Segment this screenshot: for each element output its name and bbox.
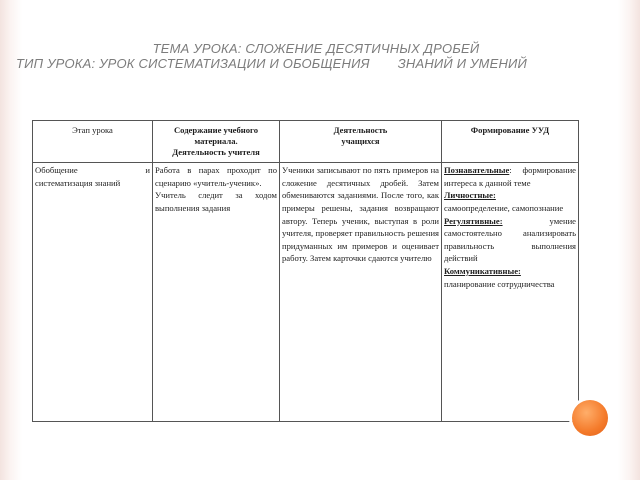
lesson-topic-title: ТЕМА УРОКА: СЛОЖЕНИЕ ДЕСЯТИЧНЫХ ДРОБЕЙ: [152, 41, 480, 56]
header-content: [153, 121, 280, 163]
header-content-line1: Содержание учебного: [173, 125, 259, 135]
stage-word1: Обобщение: [35, 165, 78, 176]
cell-uud: [442, 163, 579, 422]
students-activity-text: Ученики записывают по пять примеров на сложение десятичных дробей. Затем обмениваются заданиями. После того, как примеры решены, задания возвращают автору. Теперь ученик, выступая в роли учителя, проверяет правильность решения придуманных им примеров и оценивает работу. Затем карточки сдаются учителю: [282, 165, 439, 264]
orange-circle-decoration: [572, 400, 608, 436]
header-students: [280, 121, 442, 163]
stage-word3: систематизация знаний: [35, 177, 121, 188]
header-students-line1: Деятельность: [333, 125, 388, 135]
cell-stage: [33, 163, 153, 422]
lesson-table: [32, 120, 579, 422]
header-content-line2: материала.: [194, 136, 238, 146]
stage-line1: [35, 164, 150, 177]
uud-communicative-label: Коммуникативные:: [444, 266, 521, 277]
teacher-paragraph1: Работа в парах проходит по сценарию «учитель-ученик».: [155, 165, 277, 188]
header-uud: [442, 121, 579, 163]
table-header-row: [33, 121, 579, 163]
uud-personal-label: Личностные:: [444, 190, 496, 201]
uud-cognitive-label: Познавательные: [444, 165, 510, 176]
lesson-type-title: [16, 56, 640, 71]
uud-regulatory-text: умение самостоятельно анализировать правильность выполнения действий: [444, 215, 576, 264]
header-stage-text: Этап урока: [72, 125, 113, 135]
teacher-paragraph2: Учитель следит за ходом выполнения задания: [155, 190, 277, 214]
table-row: [33, 163, 579, 422]
lesson-type-title-part2: ЗНАНИЙ И УМЕНИЙ: [397, 56, 528, 71]
header-students-line2: учащихся: [341, 136, 380, 146]
header-stage: [33, 121, 153, 163]
cell-students: [280, 163, 442, 422]
header-uud-text: Формирование УУД: [470, 125, 550, 135]
header-content-line3: Деятельность учителя: [172, 147, 260, 157]
uud-cognitive-text: : формирование интереса к данной теме: [444, 165, 576, 188]
uud-regulatory-label: Регулятивные:: [444, 215, 503, 226]
stage-word2: и: [145, 165, 150, 176]
lesson-type-title-part1: ТИП УРОКА: УРОК СИСТЕМАТИЗАЦИИ И ОБОБЩЕНИЯ: [16, 56, 370, 71]
uud-personal-text: самоопределение, самопознание: [444, 203, 564, 214]
uud-communicative-text: планирование сотрудничества: [444, 278, 555, 289]
cell-teacher: [153, 163, 280, 422]
